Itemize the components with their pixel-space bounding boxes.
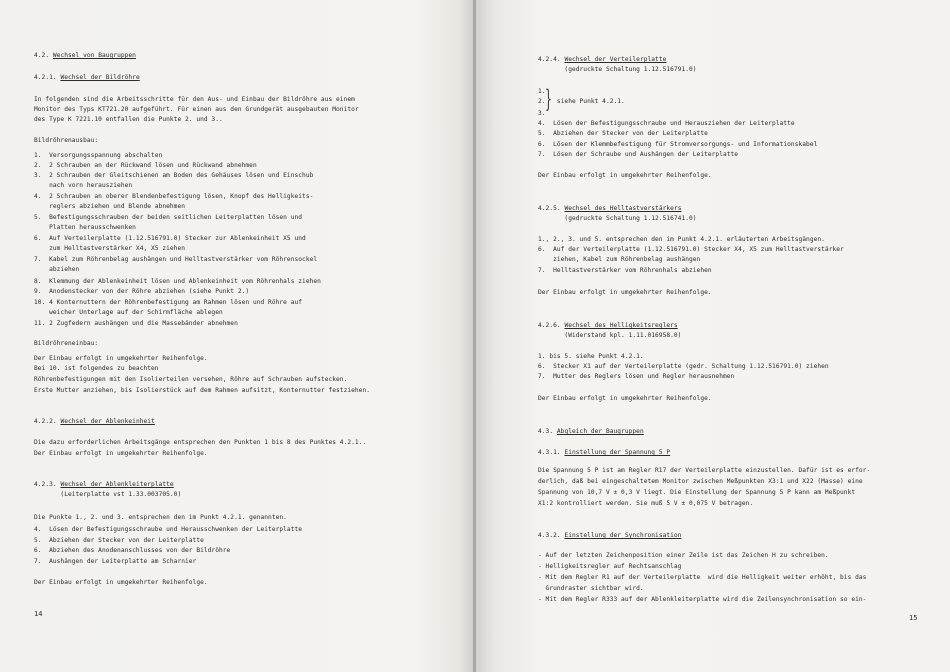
text-line: Der Einbau erfolgt in umgekehrter Reihenfolge. [34,579,208,586]
text-line: Bei 10. ist folgendes zu beachten [34,365,159,372]
section-title: Einstellung der Spannung 5 P [564,449,671,456]
text-line: Bildröhrenausbau: [34,137,99,144]
text-line: 2. 2 Schrauben an der Rückwand lösen und Rückwand abnehmen [34,162,257,169]
text-line: 3. 2 Schrauben der Gleitschienen am Boden des Gehäuses lösen und Einschub [34,172,314,179]
section-heading [538,449,670,457]
text-line: ziehen, Kabel zum Röhrenbelag aushängen [538,256,701,263]
section-number: 4.2.4. [538,56,565,63]
text-line: Erste Mutter anziehen, bis Isolierstück auf dem Rahmen aufsitzt, Konternutter festziehen. [34,387,370,394]
section-title: Wechsel der Bildröhre [60,74,140,81]
text-line: 8. Klemmung der Ablenkeinheit lösen und Ablenkeinheit vom Röhrenhals ziehen [34,278,321,285]
right-page [476,0,950,672]
text-line: 5. Befestigungsschrauben der beiden seitlichen Leiterplatten lösen und [34,214,303,221]
text-line: Die Punkte 1., 2. und 3. entsprechen den im Punkt 4.2.1. genannten. [34,514,287,521]
text-line: Platten herausschwenken [34,224,136,231]
section-title: Wechsel des Helligkeitsreglers [564,322,678,329]
section-number: 4.2. [34,52,53,59]
section-number: 4.3.2. [538,532,565,539]
text-line: nach vorn herausziehen [34,182,133,189]
text-line: (Leiterplatte vst 1.33.003705.0) [34,491,182,498]
text-line: 5. Abziehen der Stecker von der Leiterplatte [538,130,708,137]
text-line: Der Einbau erfolgt in umgekehrter Reihenfolge. [538,289,712,296]
text-line: 1., 2., 3. und 5. entsprechen den im Punkt 4.2.1. erläuterten Arbeitsgängen. [538,236,825,243]
section-number: 4.2.2. [34,418,61,425]
text-line: 7. Helltastverstärker vom Röhrenhals abziehen [538,267,712,274]
text-line: 10. 4 Konternuttern der Röhrenbefestigung am Rahmen lösen und Röhre auf [34,299,303,306]
text-line: - Mit dem Regler R333 auf der Ablenkleiterplatte wird die Zeilensynchronisation so ein- [538,596,867,603]
text-line: abziehen [34,266,80,273]
text-line: 6. Stecker X1 auf der Verteilerplatte (gedr. Schaltung 1.12.516791.0) ziehen [538,363,829,370]
text-line: Grundraster sichtbar wird. [538,585,644,592]
section-heading [538,56,666,64]
section-heading [34,481,174,489]
text-line: - Auf der letzten Zeichenposition einer Zeile ist das Zeichen H zu schreiben. [538,552,829,559]
text-line: Der Einbau erfolgt in umgekehrter Reihenfolge. [34,450,208,457]
text-line: - Mit dem Regler R1 auf der Verteilerplatte wird die Helligkeit weiter erhöht, bis das [538,574,867,581]
section-number: 4.2.5. [538,205,565,212]
section-heading [34,52,136,60]
text-line: des Type K 7221.10 entfallen die Punkte 2. und 3.. [34,116,223,123]
text-line: 1. bis 5. siehe Punkt 4.2.1. [538,353,644,360]
text-line: 7. Lösen der Schraube und Aushängen der Leiterplatte [538,151,739,158]
section-title: Abgleich der Baugruppen [556,428,644,435]
text-line: Der Einbau erfolgt in umgekehrter Reihenfolge. [34,355,208,362]
left-page-number: 14 [34,610,43,618]
right-page-number: 15 [909,614,918,622]
text-line: Die Spannung 5 P ist am Regler R17 der Verteilerplatte einzustellen. Dafür ist es erfor- [538,467,871,474]
text-line: 1. [538,88,546,95]
section-heading [538,205,681,213]
text-line: Monitor des Typs KT721.20 aufgeführt. Für einen aus den Grundgerät ausgebauten Monitor [34,106,359,113]
text-line: 6. Lösen der Klemmbefestigung für Stromversorgungs- und Informationskabel [538,141,818,148]
text-line: 6. Abziehen des Anodenanschlusses von der Bildröhre [34,547,231,554]
text-line: (Widerstand kpl. 1.11.016958.0) [538,332,682,339]
text-line: 11. 2 Zugfedern aushängen und die Massebänder abnehmen [34,320,238,327]
list-brace-icon: } [545,85,552,113]
section-heading [34,418,155,426]
section-title: Wechsel von Baugruppen [52,52,136,59]
text-line: weicher Unterlage auf der Schirmfläche ablegen [34,309,223,316]
left-page [0,0,474,672]
section-title: Wechsel der Ablenkeinheit [60,418,155,425]
text-line: 1. Versorgungsspannung abschalten [34,152,163,159]
text-line: 7. Kabel zum Röhrenbelag aushängen und Helltastverstärker vom Röhrensockel [34,256,318,263]
section-number: 4.3. [538,428,557,435]
text-line: 6. Auf der Verteilerplatte (1.12.516791.0) Stecker X4, X5 zum Helltastverstärker [538,246,844,253]
text-line: Röhrenbefestigungen mit den Isolierteilen versehen, Röhre auf Schrauben aufstecken. [34,376,348,383]
text-line: Die dazu erforderlichen Arbeitsgänge entsprechen den Punkten 1 bis 8 des Punktes 4.2.1.. [34,439,367,446]
text-line: 2. siehe Punkt 4.2.1. [538,98,625,105]
section-heading [538,322,678,330]
text-line: Der Einbau erfolgt in umgekehrter Reihenfolge. [538,172,712,179]
text-line: In folgenden sind die Arbeitsschritte für den Aus- und Einbau der Bildröhre aus einem [34,96,355,103]
text-line: 9. Anodenstecker von der Röhre abziehen (siehe Punkt 2.) [34,288,250,295]
text-line: Der Einbau erfolgt in umgekehrter Reihenfolge. [538,395,712,402]
text-line: 3. [538,110,546,117]
text-line: - Helligkeitsregler auf Rechtsanschlag [538,563,682,570]
section-heading [34,74,140,82]
text-line: reglers abziehen und Blende abnehmen [34,203,186,210]
text-line: 7. Mutter des Reglers lösen und Regler herausnehmen [538,373,735,380]
section-title: Wechsel der Ablenkleiterplatte [60,481,174,488]
text-line: X1:2 kontrolliert werden. Sie muß 5 V ± 0,075 V betragen. [538,500,754,507]
text-line: Spannung von 10,7 V ± 0,3 V liegt. Die Einstellung der Spannung 5 P kann am Meßpunkt [538,489,856,496]
text-line: 7. Aushängen der Leiterplatte am Scharnier [34,558,197,565]
section-title: Wechsel des Helltastverstärkers [564,205,682,212]
text-line: derlich, daß bei eingeschaltetem Monitor zwischen Meßpunkten X3:1 und X22 (Masse) eine [538,478,863,485]
text-line: (gedruckte Schaltung 1.12.516741.0) [538,215,697,222]
section-number: 4.2.3. [34,481,61,488]
text-line: zum Helltastverstärker X4, X5 ziehen [34,245,186,252]
section-title: Einstellung der Synchronisation [564,532,682,539]
section-number: 4.3.1. [538,449,565,456]
section-number: 4.2.6. [538,322,565,329]
section-heading [538,428,644,436]
text-line: 4. Lösen der Befestigungsschraube und Herausziehen der Leiterplatte [538,120,795,127]
text-line: 6. Auf Verteilerplatte (1.12.516791.0) Stecker zur Ablenkeinheit X5 und [34,235,306,242]
text-line: Bildröhreneinbau: [34,340,99,347]
section-number: 4.2.1. [34,74,61,81]
section-title: Wechsel der Verteilerplatte [564,56,667,63]
section-heading [538,532,681,540]
text-line: 5. Abziehen der Stecker von der Leiterplatte [34,537,204,544]
text-line: (gedruckte Schaltung 1.12.516791.0) [538,66,697,73]
text-line: 4. Lösen der Befestigungsschraube und Herausschwenken der Leiterplatte [34,526,303,533]
text-line: 4. 2 Schrauben an oberer Blendenbefestigung lösen, Knopf des Helligkeits- [34,193,314,200]
